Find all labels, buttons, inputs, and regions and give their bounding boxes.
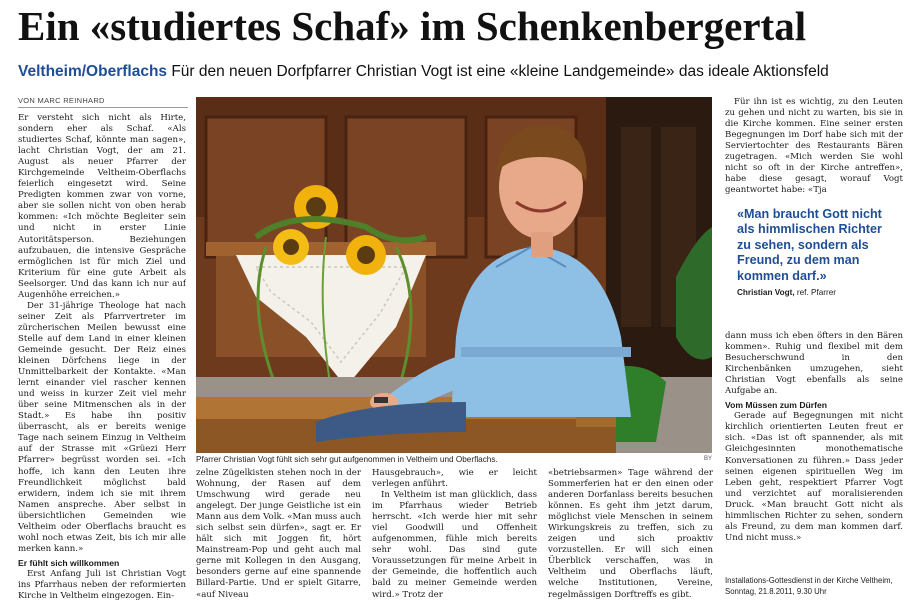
article-column-1: [18, 113, 186, 608]
paragraph: In Veltheim ist man glücklich, dass im Pfarrhaus wieder Betrieb herrscht. «Ich werde hier mit sehr viel Goodwill und Offenheit aufgenommen, fühle mich bereits sehr wohl. Das sind gute Voraussetzungen für meine Arbeit in der Gemeinde, die hoffentlich auch bald zu meiner Gemeinde werden wird.» Trotz der: [372, 490, 537, 600]
article-column-5-bottom: [725, 331, 903, 573]
paragraph: Er versteht sich nicht als Hirte, sondern eher als Schaf. «Als studiertes Schaf, könnte man sagen», lacht Christian Vogt, der am 21. August als neuer Pfarrer der Kirchgemeinde Veltheim-Oberflachs feierlich eingesetzt wird. Seine Predigten kommen zwar von vorne, aber sie sollen nicht von oben herab kommen: «Ich möchte Begleiter sein und nicht in erster Linie Autoritätsperson. Beziehungen aufzubauen, die intensive Gespräche ermöglichen ist für mich Ziel und Kriterium für eine gute Arbeit als Seelsorger. Und das kann ich nur auf Augenhöhe erreichen.»: [18, 113, 186, 300]
service-info: Installations-Gottesdienst in der Kirche Veltheim, Sonntag, 21.8.2011, 9.30 Uhr: [725, 576, 893, 596]
photo-illustration: [196, 97, 712, 453]
location-kicker: Veltheim/Oberflachs: [18, 63, 168, 80]
paragraph: Für ihn ist es wichtig, zu den Leuten zu gehen und nicht zu warten, bis sie in die Kirche kommen. Eine seiner ersten Begegnungen im Dorf habe sich mit der Serviertochter des Restaurants Bären zugetragen. «Mich werden Sie wohl nicht so oft in der Kirche antreffen», habe diese gesagt, worauf Vogt geantwortet habe: «Tja: [725, 97, 903, 196]
paragraph: «betriebsarmen» Tage während der Sommerferien hat er den einen oder anderen Dorfanlass bereits besuchen können. Es geht ihm jetzt darum, möglichst viele Menschen in seinem Wirkungskreis zu treffen, sich zu zeigen und sich proaktiv vorzustellen. Er will sich einen Überblick verschaffen, was in Veltheim und Oberflachs läuft, welche Institutionen, Vereine, regelmässigen Dorftreffs es gibt.: [548, 468, 713, 600]
paragraph: dann muss ich eben öfters in den Bären kommen». Ruhig und flexibel mit dem Besucherschwund in den Kirchenbänken umzugehen, sieht Christian Vogt ebenfalls als seine Aufgabe an.: [725, 331, 903, 397]
pull-quote-role: ref. Pfarrer: [794, 288, 837, 298]
headline: Ein «studiertes Schaf» im Schenkenbergertal: [18, 3, 807, 49]
pull-quote-text: «Man braucht Gott nicht als himmlischen Richter zu sehen, sondern als Freund, zu dem man kommen darf.»: [737, 207, 882, 283]
paragraph: zelne Zügelkisten stehen noch in der Wohnung, der Rasen auf dem Umschwung wird gerade neu angelegt. Der junge Geistliche ist ein Mann aus dem Volk. «Man muss auch sich selbst sein dürfen», sagt er. Er hält sich mit Joggen fit, hört Mainstream-Pop und geht auch mal gerne mit Kollegen in den Ausgang, besonders gerne auf eine spannende Billard-Partie. Und er spielt Gitarre, «auf Niveau: [196, 468, 361, 600]
pull-quote-author: Christian Vogt,: [737, 288, 795, 298]
pastor-photo: [196, 97, 712, 453]
paragraph: Der 31-jährige Theologe hat nach seiner Zeit als Pfarrvertreter im zürcherischen Meilen bewusst eine Stelle auf dem Land in einer kleinen Gemeinde gesucht. Der Reiz eines kleinen Dörfchens liege in der Unmittelbarkeit der Kontakte. «Man lernt einander viel rascher kennen und weiss in kurzer Zeit viel mehr über seine Mitmenschen als in der Stadt.» Es habe ihn positiv überrascht, als er bereits wenige Tage nach seinem Einzug in Veltheim auf der Strasse mit «Grüezi Herr Pfarrer» begrüsst worden sei. «Ich hoffe, ich kann den Leuten ihre Freundlichkeit möglichst bald erwidern, indem ich sie mit ihrem Namen anspreche. Aber selbst in übersichtlichen Gemeinden wie Veltheim oder Oberflachs braucht es wohl noch etwas Zeit, bis ich mir alle merken kann.»: [18, 300, 186, 554]
photo-caption: [196, 455, 712, 464]
caption-text: Pfarrer Christian Vogt fühlt sich sehr gut aufgenommen in Veltheim und Oberflachs.: [196, 455, 498, 464]
article-column-4: [548, 468, 713, 610]
article-column-5-top: [725, 97, 903, 197]
byline: VON MARC REINHARD: [18, 96, 188, 108]
subheadline-text: Für den neuen Dorfpfarrer Christian Vogt ist eine «kleine Landgemeinde» das ideale Aktionsfeld: [167, 63, 829, 80]
article-column-3: [372, 468, 537, 610]
subheadline: [18, 62, 829, 82]
paragraph: Erst Anfang Juli ist Christian Vogt ins Pfarrhaus neben der reformierten Kirche in Veltheim eingezogen. Ein-: [18, 568, 186, 602]
article-column-2: [196, 468, 361, 610]
paragraph: Hausgebrauch», wie er leicht verlegen anführt.: [372, 468, 537, 490]
section-subhead: Er fühlt sich willkommen: [18, 557, 120, 568]
pull-quote: [737, 207, 897, 297]
photo-credit: BY: [703, 456, 712, 462]
paragraph: Gerade auf Begegnungen mit nicht kirchlich orientierten Leuten freut er sich. «Das ist oft spannender, als mit Gleichgesinnten monothematische Konversationen zu führen.» Dass jeder seinen eigenen spirituellen Weg im Leben geht, respektiert Pfarrer Vogt und verzichtet auf moralisierenden Druck. «Man braucht Gott nicht als himmlischen Richter zu sehen, sondern als Freund, zu dem man kommen darf. Und nicht muss.»: [725, 411, 903, 543]
pull-quote-source: [737, 288, 897, 297]
section-subhead: Vom Müssen zum Dürfen: [725, 400, 828, 411]
